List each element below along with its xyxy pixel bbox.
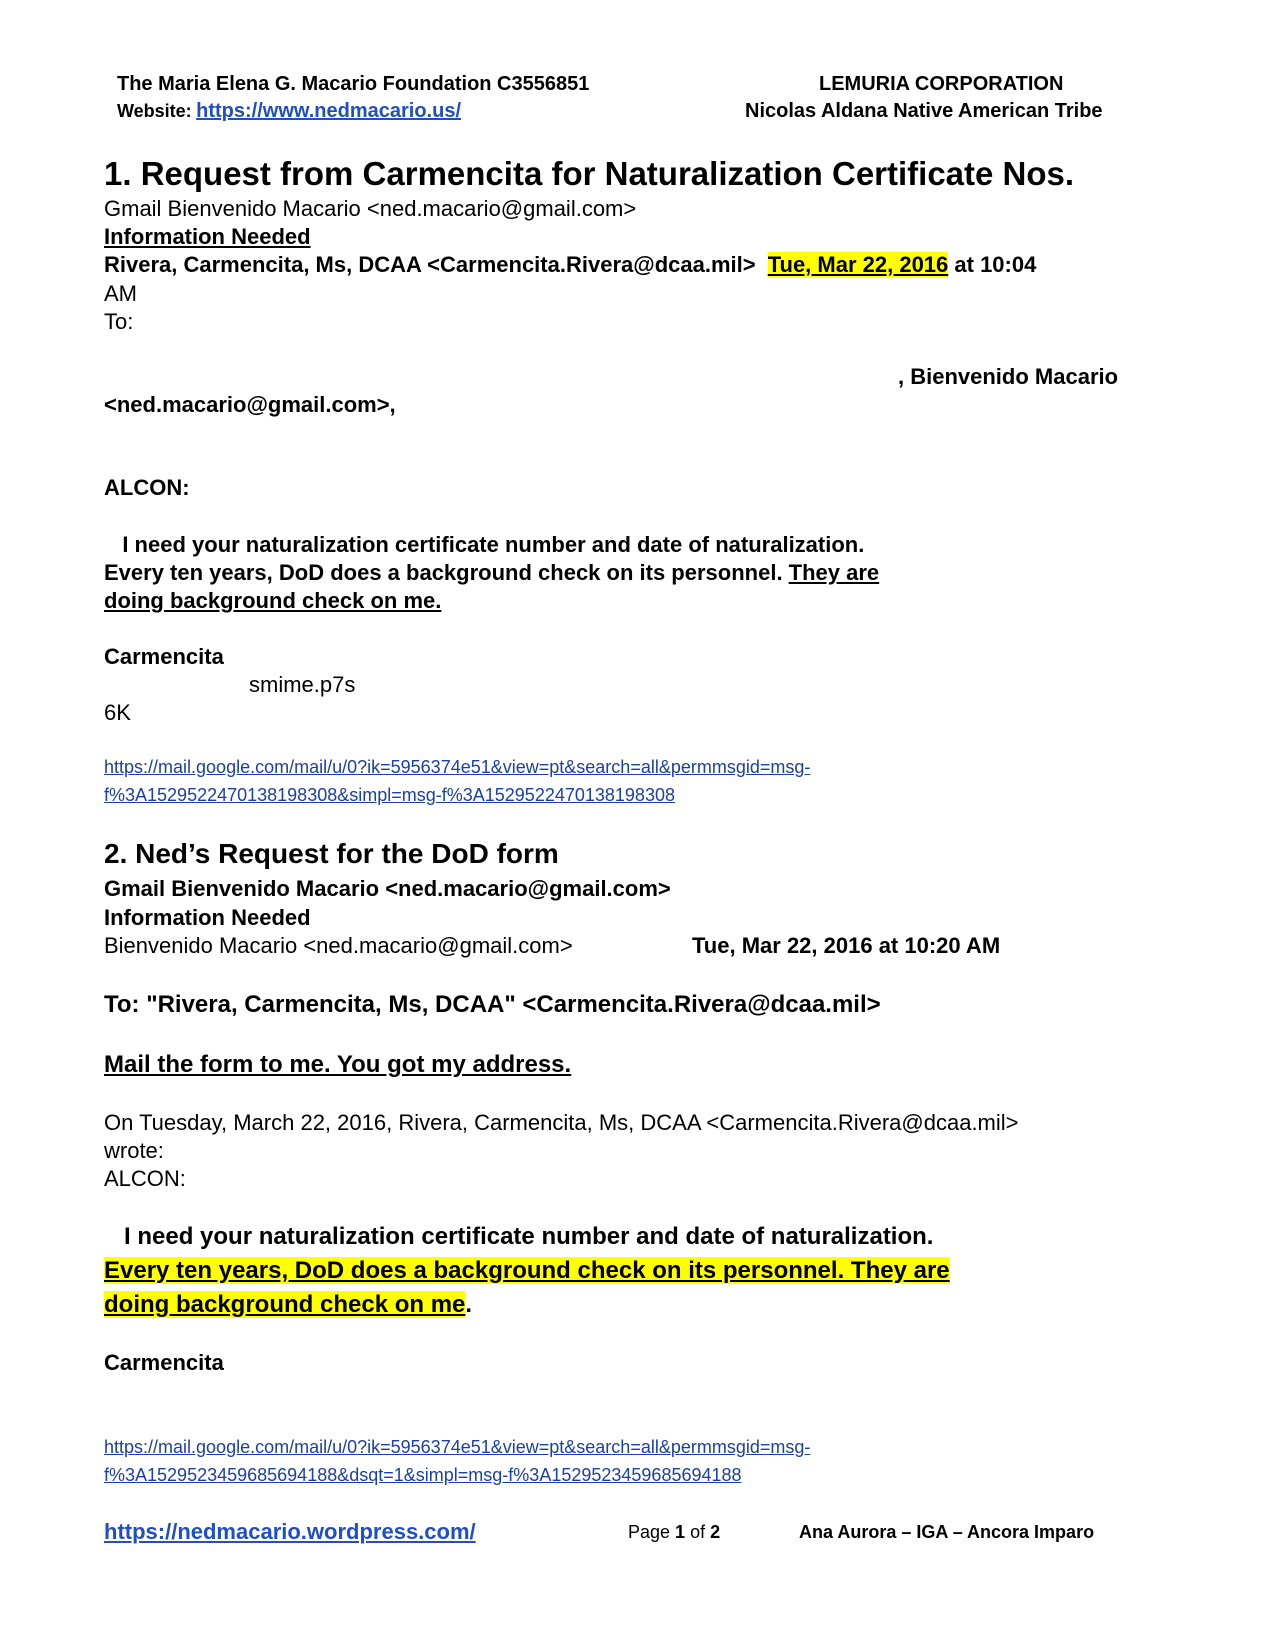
section1-date: Tue, Mar 22, 2016 (767, 252, 949, 277)
section1-body-line1: I need your naturalization certificate number and date of naturalization. (104, 532, 865, 557)
section1-time-am: AM (104, 281, 137, 306)
footer-right-text: Ana Aurora – IGA – Ancora Imparo (799, 1522, 1095, 1542)
page-current: 1 (675, 1522, 686, 1542)
section2-quote-body3-end: . (465, 1291, 473, 1318)
section2-quote-body2: Every ten years, DoD does a background check on its personnel. They are (104, 1257, 950, 1284)
section1-subject: Information Needed (104, 224, 311, 249)
section2-quote-line1: On Tuesday, March 22, 2016, Rivera, Carmencita, Ms, DCAA <Carmencita.Rivera@dcaa.mil> (104, 1110, 1019, 1135)
page-of: of (685, 1522, 711, 1542)
section1-time: at 10:04 (948, 252, 1037, 277)
website-label: Website: (117, 101, 192, 121)
section2-subject: Information Needed (104, 905, 311, 930)
section2-gmail-line: Gmail Bienvenido Macario <ned.macario@gmail.com> (104, 876, 671, 901)
header-organization: The Maria Elena G. Macario Foundation C3556851 (117, 73, 590, 95)
section1-link-line1[interactable]: https://mail.google.com/mail/u/0?ik=5956374e51&view=pt&search=all&permmsgid=msg- (104, 757, 811, 777)
section1-link-line2[interactable]: f%3A1529522470138198308&simpl=msg-f%3A1529522470138198308 (104, 785, 675, 805)
section2-quote-body3-row (104, 1291, 472, 1319)
section2-to-line: To: "Rivera, Carmencita, Ms, DCAA" <Carmencita.Rivera@dcaa.mil> (104, 991, 881, 1018)
website-link[interactable]: https://www.nedmacario.us/ (196, 100, 461, 122)
footer-page-number (628, 1522, 720, 1543)
section2-signature: Carmencita (104, 1350, 224, 1375)
section1-body-line2 (104, 560, 879, 586)
section1-from: Rivera, Carmencita, Ms, DCAA <Carmencita.Rivera@dcaa.mil> (104, 252, 756, 277)
section1-attachment-name[interactable]: smime.p7s (249, 672, 356, 697)
section1-attachment-size: 6K (104, 700, 131, 725)
section2-quote-body3: doing background check on me (104, 1291, 466, 1318)
header-corporation: LEMURIA CORPORATION (819, 73, 1064, 95)
section1-gmail-line: Gmail Bienvenido Macario <ned.macario@gmail.com> (104, 196, 637, 221)
section1-greeting: ALCON: (104, 475, 190, 500)
section2-quote-body2-row (104, 1257, 950, 1285)
section2-datetime: Tue, Mar 22, 2016 at 10:20 AM (692, 933, 1001, 958)
section1-cc-email: <ned.macario@gmail.com>, (104, 392, 396, 417)
section2-quote-body1: I need your naturalization certificate number and date of naturalization. (104, 1223, 934, 1250)
section1-from-row (104, 252, 1036, 278)
section2-link-line2[interactable]: f%3A1529523459685694188&dsqt=1&simpl=msg-f%3A1529523459685694188 (104, 1465, 742, 1485)
section1-cc-name: , Bienvenido Macario (898, 364, 1119, 389)
header-tribe: Nicolas Aldana Native American Tribe (745, 100, 1103, 122)
section2-message: Mail the form to me. You got my address. (104, 1051, 572, 1078)
footer-link[interactable]: https://nedmacario.wordpress.com/ (104, 1519, 476, 1544)
page-total: 2 (710, 1522, 721, 1542)
section1-signature: Carmencita (104, 644, 224, 669)
section2-quote-line2: wrote: (104, 1138, 164, 1163)
section2-heading: 2. Ned’s Request for the DoD form (104, 838, 559, 869)
section2-link-line1[interactable]: https://mail.google.com/mail/u/0?ik=5956374e51&view=pt&search=all&permmsgid=msg- (104, 1437, 811, 1457)
header-website-row (117, 100, 461, 123)
section2-quote-greeting: ALCON: (104, 1166, 186, 1191)
section1-body-line2-underlined: They are (788, 560, 880, 585)
section1-to-label: To: (104, 309, 134, 334)
section1-body-line3: doing background check on me. (104, 588, 442, 613)
section2-from: Bienvenido Macario <ned.macario@gmail.com> (104, 933, 573, 958)
section1-heading: 1. Request from Carmencita for Naturalization Certificate Nos. (104, 155, 1075, 192)
section1-body-line2-text: Every ten years, DoD does a background check on its personnel. (104, 560, 789, 585)
page-prefix: Page (628, 1522, 676, 1542)
